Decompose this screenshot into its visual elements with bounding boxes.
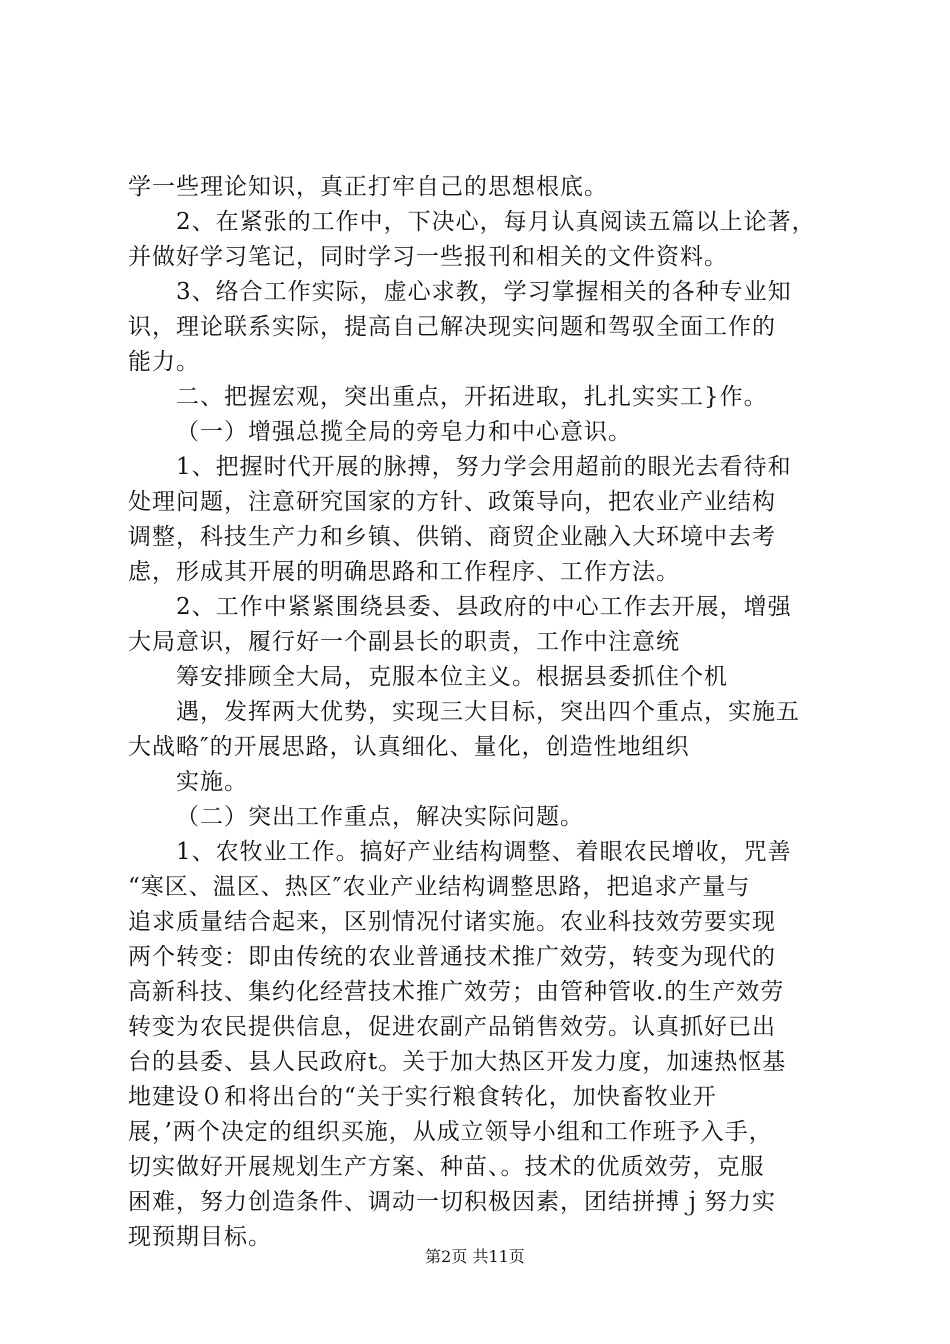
text-line: 学一些理论知识，真正打牢自己的思想根底。 [128,174,608,200]
text-line: 3、络合工作实际，虚心求教，学习掌握相关的各种专业知 [176,279,792,305]
subsection-heading: （二）突出工作重点，解决实际问题。 [176,804,584,830]
text-line: 高新科技、集约化经营技术推广效劳；由管种管收.的生产效劳 [128,979,785,1005]
text-line: 1、农牧业工作。搞好产业结构调整、着眼农民增收，咒善 [176,839,792,865]
subsection-heading: （一）增强总揽全局的旁皂力和中心意识。 [176,419,632,445]
text-line: 大局意识，履行好一个副县长的职责，工作中注意统 [128,629,680,655]
text-line: 困难，努力创造条件、调动一切积极因素，团结拼搏ｊ努力实 [128,1189,776,1215]
text-line: 转变为农民提供信息，促进农副产品销售效劳。认真抓好已出 [128,1014,776,1040]
text-line: 大战略″的开展思路，认真细化、量化，创造性地组织 [128,734,690,760]
text-line: 调整，科技生产力和乡镇、供销、商贸企业融入大环境中去考 [128,524,776,550]
text-line: 2、工作中紧紧围绕县委、县政府的中心工作去开展，增强 [176,594,792,620]
text-line: 两个转变：即由传统的农业普通技术推广效劳，转变为现代的 [128,944,776,970]
text-line: “寒区、温区、热区″农业产业结构调整思路，把追求产量与 [128,874,751,900]
text-line: 现预期目标。 [128,1224,272,1250]
text-line: 并做好学习笔记，同时学习一些报刊和相关的文件资料。 [128,244,728,270]
text-line: 1、把握时代开展的脉搏，努力学会用超前的眼光去看待和 [176,454,792,480]
section-heading: 二、把握宏观，突出重点，开拓进取，扎扎实实工}作。 [176,384,768,410]
text-line: 处理问题，注意研究国家的方针、政策导向，把农业产业结构 [128,489,776,515]
text-line: 虑，形成其开展的明确思路和工作程序、工作方法。 [128,559,680,585]
text-line: 实施。 [176,769,248,795]
text-line: 切实做好开展规划生产方案、种苗、。技术的优质效劳，克服 [128,1154,765,1180]
text-line: 台的县委、县人民政府t。关于加大热区开发力度，加速热怄基 [128,1049,787,1075]
text-line: 2、在紧张的工作中，下决心，每月认真阅读五篇以上论著， [176,209,816,235]
text-line: 追求质量结合起来，区别情况付诸实施。农业科技效劳要实现 [128,909,776,935]
text-line: 展，’两个决定的组织买施，从成立领导小组和工作班予入手， [128,1119,773,1145]
text-line: 地建设０和将出台的“关于实行粮食转化，加快畜牧业开 [128,1084,717,1110]
text-line: 遇，发挥两大优势，实现三大目标，突出四个重点，实施五 [176,699,800,725]
text-line: 筹安排顾全大局，克服本位主义。根据县委抓住个机 [176,664,728,690]
text-line: 识，理论联系实际，提高自己解决现实问题和驾驭全面工作的 [128,314,776,340]
page-footer: 第2页 共11页 [425,1247,525,1266]
text-line: 能力。 [128,349,200,375]
